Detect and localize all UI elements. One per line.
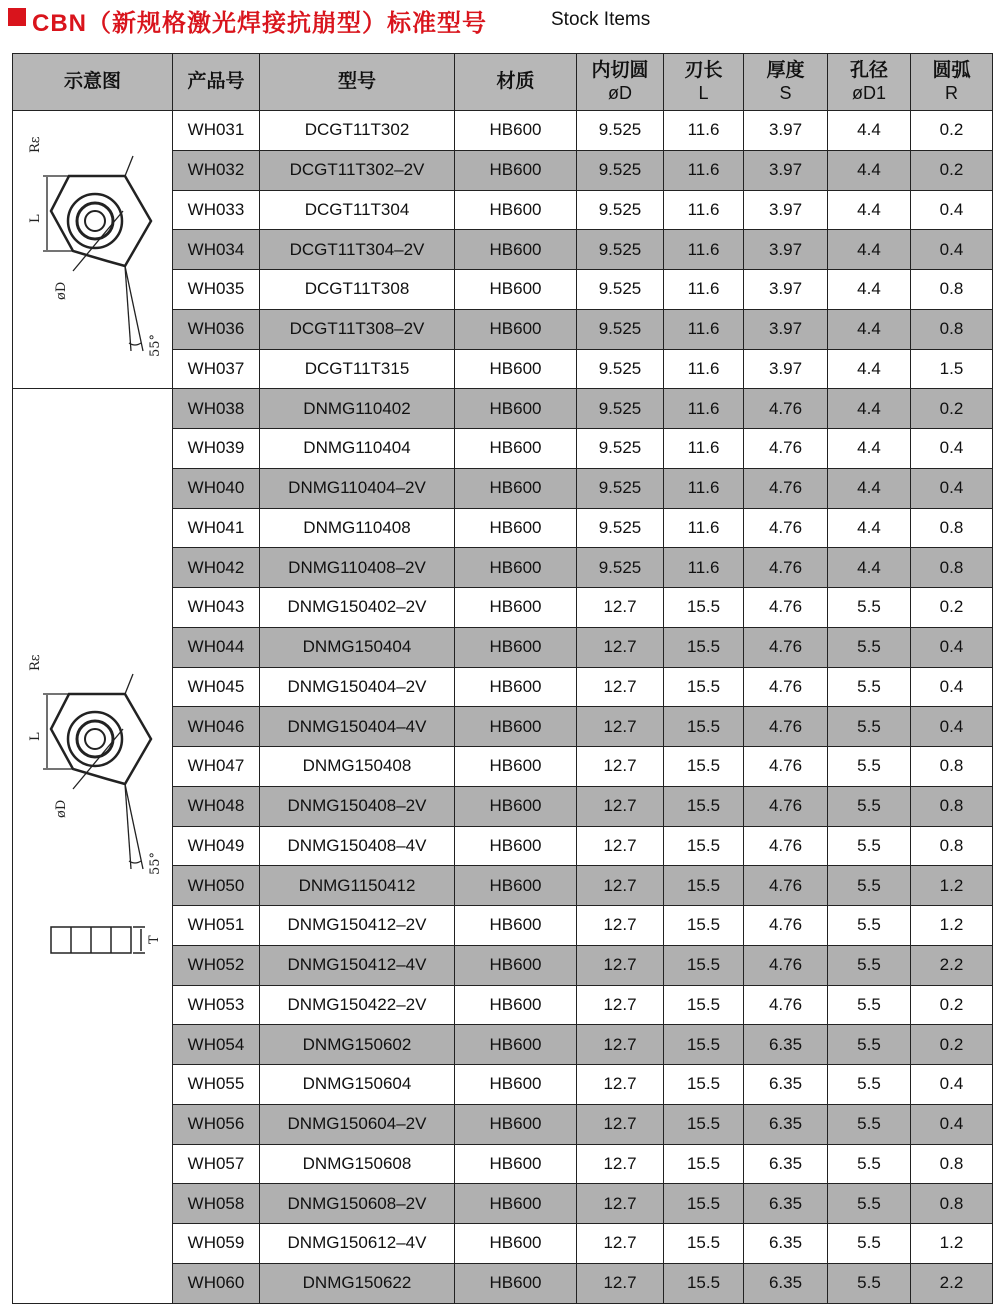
edge-length-cell: 15.5 [664,707,744,747]
header-label: 产品号 [187,71,245,92]
model-cell: DNMG150404 [260,627,455,667]
thickness-cell: 4.76 [744,945,828,985]
model-cell: DNMG150622 [260,1263,455,1303]
thickness-cell: 4.76 [744,548,828,588]
product-no-cell: WH053 [173,985,260,1025]
material-cell: HB600 [455,826,577,866]
diagram-thickness-label: T [147,935,162,945]
product-no-cell: WH031 [173,111,260,151]
header-label: 刃长 [684,60,723,81]
hole-diameter-cell: 5.5 [828,985,911,1025]
hole-diameter-cell: 4.4 [828,111,911,151]
material-cell: HB600 [455,111,577,151]
header-symbol: R [945,83,958,103]
model-cell: DNMG110404–2V [260,468,455,508]
product-no-cell: WH038 [173,389,260,429]
edge-length-cell: 15.5 [664,826,744,866]
header-label: 内切圆 [591,60,649,81]
model-cell: DCGT11T304–2V [260,230,455,270]
hole-diameter-cell: 5.5 [828,667,911,707]
model-cell: DNMG110408 [260,508,455,548]
inscribed-circle-cell: 12.7 [577,1263,664,1303]
hole-diameter-cell: 5.5 [828,1184,911,1224]
edge-length-cell: 15.5 [664,1065,744,1105]
edge-length-cell: 11.6 [664,111,744,151]
thickness-cell: 3.97 [744,309,828,349]
inscribed-circle-cell: 12.7 [577,747,664,787]
model-cell: DNMG150408–2V [260,786,455,826]
product-no-cell: WH058 [173,1184,260,1224]
model-cell: DNMG150404–2V [260,667,455,707]
hole-diameter-cell: 4.4 [828,309,911,349]
inscribed-circle-cell: 9.525 [577,349,664,389]
header-label: 型号 [337,71,376,92]
corner-radius-cell: 0.2 [911,985,993,1025]
corner-radius-cell: 0.8 [911,747,993,787]
diagram-angle-label: 55° [148,333,163,357]
model-cell: DNMG150402–2V [260,588,455,628]
inscribed-circle-cell: 9.525 [577,508,664,548]
hole-diameter-cell: 5.5 [828,1104,911,1144]
thickness-cell: 3.97 [744,270,828,310]
header-hole-diameter [828,54,911,111]
model-cell: DNMG110404 [260,429,455,469]
hole-diameter-cell: 5.5 [828,1263,911,1303]
inscribed-circle-cell: 12.7 [577,627,664,667]
model-cell: DNMG110402 [260,389,455,429]
thickness-cell: 4.76 [744,707,828,747]
diagram-angle-label: 55° [148,852,163,876]
product-no-cell: WH037 [173,349,260,389]
material-cell: HB600 [455,866,577,906]
inscribed-circle-cell: 12.7 [577,985,664,1025]
material-cell: HB600 [455,667,577,707]
header-symbol: øD1 [851,83,886,103]
product-no-cell: WH040 [173,468,260,508]
thickness-cell: 6.35 [744,1184,828,1224]
corner-radius-cell: 0.8 [911,1184,993,1224]
corner-radius-cell: 0.4 [911,429,993,469]
edge-length-cell: 11.6 [664,190,744,230]
header-label: 孔径 [849,60,888,81]
material-cell: HB600 [455,270,577,310]
inscribed-circle-cell: 12.7 [577,1184,664,1224]
edge-length-cell: 15.5 [664,786,744,826]
stock-items-table [12,53,993,1304]
model-cell: DCGT11T302–2V [260,150,455,190]
edge-length-cell: 11.6 [664,230,744,270]
material-cell: HB600 [455,1025,577,1065]
header-corner-radius [911,54,993,111]
diagram-length-label: L [28,214,43,223]
thickness-cell: 3.97 [744,349,828,389]
model-cell: DNMG150612–4V [260,1224,455,1264]
model-cell: DNMG150604 [260,1065,455,1105]
inscribed-circle-cell: 12.7 [577,866,664,906]
inscribed-circle-cell: 9.525 [577,230,664,270]
inscribed-circle-cell: 12.7 [577,786,664,826]
thickness-cell: 4.76 [744,985,828,1025]
inscribed-circle-cell: 12.7 [577,945,664,985]
material-cell: HB600 [455,429,577,469]
product-no-cell: WH046 [173,707,260,747]
material-cell: HB600 [455,707,577,747]
material-cell: HB600 [455,588,577,628]
diagram-dcgt-insert [13,111,173,389]
corner-radius-cell: 0.8 [911,1144,993,1184]
diagram-diameter-label: øD [54,800,69,819]
model-cell: DNMG150404–4V [260,707,455,747]
material-cell: HB600 [455,468,577,508]
page-title: CBN（新规格激光焊接抗崩型）标准型号 [32,10,487,37]
product-no-cell: WH060 [173,1263,260,1303]
hole-diameter-cell: 5.5 [828,906,911,946]
thickness-cell: 4.76 [744,389,828,429]
inscribed-circle-cell: 9.525 [577,548,664,588]
thickness-cell: 6.35 [744,1025,828,1065]
inscribed-circle-cell: 12.7 [577,1104,664,1144]
hole-diameter-cell: 4.4 [828,270,911,310]
material-cell: HB600 [455,230,577,270]
corner-radius-cell: 0.2 [911,1025,993,1065]
thickness-cell: 4.76 [744,588,828,628]
thickness-cell: 6.35 [744,1065,828,1105]
product-no-cell: WH051 [173,906,260,946]
thickness-cell: 3.97 [744,230,828,270]
corner-radius-cell: 0.8 [911,548,993,588]
inscribed-circle-cell: 12.7 [577,1224,664,1264]
thickness-cell: 4.76 [744,429,828,469]
header-label: 示意图 [63,71,121,92]
header-product-no [173,54,260,111]
inscribed-circle-cell: 9.525 [577,429,664,469]
corner-radius-cell: 0.4 [911,1104,993,1144]
corner-radius-cell: 0.4 [911,707,993,747]
hole-diameter-cell: 4.4 [828,548,911,588]
material-cell: HB600 [455,1144,577,1184]
product-no-cell: WH056 [173,1104,260,1144]
header-diagram [13,54,173,111]
inscribed-circle-cell: 12.7 [577,588,664,628]
material-cell: HB600 [455,786,577,826]
product-no-cell: WH034 [173,230,260,270]
header-label: 厚度 [766,60,805,81]
hole-diameter-cell: 5.5 [828,707,911,747]
inscribed-circle-cell: 12.7 [577,826,664,866]
material-cell: HB600 [455,1224,577,1264]
thickness-cell: 3.97 [744,190,828,230]
material-cell: HB600 [455,349,577,389]
hole-diameter-cell: 4.4 [828,349,911,389]
material-cell: HB600 [455,1065,577,1105]
hole-diameter-cell: 5.5 [828,945,911,985]
product-no-cell: WH042 [173,548,260,588]
hole-diameter-cell: 5.5 [828,826,911,866]
product-no-cell: WH039 [173,429,260,469]
inscribed-circle-cell: 12.7 [577,667,664,707]
material-cell: HB600 [455,309,577,349]
model-cell: DNMG150608 [260,1144,455,1184]
corner-radius-cell: 0.8 [911,826,993,866]
material-cell: HB600 [455,1104,577,1144]
header-material [455,54,577,111]
material-cell: HB600 [455,906,577,946]
corner-radius-cell: 1.2 [911,906,993,946]
corner-radius-cell: 0.4 [911,230,993,270]
hole-diameter-cell: 4.4 [828,429,911,469]
edge-length-cell: 15.5 [664,1104,744,1144]
product-no-cell: WH055 [173,1065,260,1105]
header-symbol: øD [608,83,632,103]
model-cell: DCGT11T308 [260,270,455,310]
thickness-cell: 4.76 [744,508,828,548]
product-no-cell: WH043 [173,588,260,628]
corner-radius-cell: 0.4 [911,190,993,230]
hole-diameter-cell: 4.4 [828,230,911,270]
product-no-cell: WH032 [173,150,260,190]
material-cell: HB600 [455,747,577,787]
thickness-cell: 6.35 [744,1104,828,1144]
edge-length-cell: 11.6 [664,150,744,190]
thickness-cell: 4.76 [744,627,828,667]
model-cell: DCGT11T315 [260,349,455,389]
edge-length-cell: 15.5 [664,866,744,906]
model-cell: DNMG150604–2V [260,1104,455,1144]
edge-length-cell: 11.6 [664,508,744,548]
edge-length-cell: 15.5 [664,1025,744,1065]
header-inscribed-circle [577,54,664,111]
header-symbol: L [698,83,709,103]
edge-length-cell: 15.5 [664,667,744,707]
corner-radius-cell: 0.8 [911,270,993,310]
header-symbol: S [779,83,792,103]
corner-radius-cell: 0.4 [911,667,993,707]
diagram-radius-label: Rε [28,654,43,672]
hole-diameter-cell: 5.5 [828,1224,911,1264]
corner-radius-cell: 0.2 [911,111,993,151]
material-cell: HB600 [455,1184,577,1224]
corner-radius-cell: 1.5 [911,349,993,389]
inscribed-circle-cell: 9.525 [577,111,664,151]
model-cell: DNMG110408–2V [260,548,455,588]
thickness-cell: 6.35 [744,1263,828,1303]
diagram-diameter-label: øD [54,281,69,300]
page-subtitle: Stock Items [551,9,651,30]
corner-radius-cell: 2.2 [911,945,993,985]
hole-diameter-cell: 4.4 [828,468,911,508]
product-no-cell: WH048 [173,786,260,826]
inscribed-circle-cell: 12.7 [577,1025,664,1065]
corner-radius-cell: 2.2 [911,1263,993,1303]
edge-length-cell: 11.6 [664,429,744,469]
material-cell: HB600 [455,548,577,588]
model-cell: DCGT11T308–2V [260,309,455,349]
inscribed-circle-cell: 9.525 [577,389,664,429]
corner-radius-cell: 1.2 [911,1224,993,1264]
diagram-radius-label: Rε [28,136,43,153]
product-no-cell: WH047 [173,747,260,787]
product-no-cell: WH059 [173,1224,260,1264]
inscribed-circle-cell: 9.525 [577,190,664,230]
hole-diameter-cell: 5.5 [828,786,911,826]
diagram-length-label: L [28,732,43,742]
material-cell: HB600 [455,985,577,1025]
model-cell: DNMG150602 [260,1025,455,1065]
hole-diameter-cell: 4.4 [828,389,911,429]
table-header-row [13,54,993,111]
product-no-cell: WH050 [173,866,260,906]
thickness-cell: 6.35 [744,1144,828,1184]
model-cell: DCGT11T302 [260,111,455,151]
edge-length-cell: 15.5 [664,1144,744,1184]
product-no-cell: WH057 [173,1144,260,1184]
title-bar [0,0,1000,44]
model-cell: DNMG150408 [260,747,455,787]
header-label: 材质 [496,71,535,92]
header-model [260,54,455,111]
edge-length-cell: 15.5 [664,627,744,667]
hole-diameter-cell: 5.5 [828,627,911,667]
corner-radius-cell: 0.8 [911,508,993,548]
model-cell: DNMG1150412 [260,866,455,906]
edge-length-cell: 11.6 [664,468,744,508]
hole-diameter-cell: 5.5 [828,747,911,787]
edge-length-cell: 15.5 [664,1263,744,1303]
edge-length-cell: 15.5 [664,1184,744,1224]
model-cell: DNMG150408–4V [260,826,455,866]
corner-radius-cell: 0.8 [911,309,993,349]
inscribed-circle-cell: 12.7 [577,1065,664,1105]
corner-radius-cell: 0.2 [911,389,993,429]
table-row [13,389,993,429]
material-cell: HB600 [455,627,577,667]
model-cell: DNMG150608–2V [260,1184,455,1224]
corner-radius-cell: 0.4 [911,468,993,508]
header-edge-length [664,54,744,111]
inscribed-circle-cell: 12.7 [577,707,664,747]
thickness-cell: 6.35 [744,1224,828,1264]
title-marker-icon [8,8,26,26]
product-no-cell: WH041 [173,508,260,548]
edge-length-cell: 11.6 [664,349,744,389]
model-cell: DNMG150422–2V [260,985,455,1025]
material-cell: HB600 [455,945,577,985]
inscribed-circle-cell: 12.7 [577,1144,664,1184]
header-thickness [744,54,828,111]
edge-length-cell: 15.5 [664,906,744,946]
hole-diameter-cell: 4.4 [828,508,911,548]
product-no-cell: WH054 [173,1025,260,1065]
inscribed-circle-cell: 12.7 [577,906,664,946]
edge-length-cell: 11.6 [664,309,744,349]
thickness-cell: 3.97 [744,111,828,151]
edge-length-cell: 15.5 [664,1224,744,1264]
corner-radius-cell: 0.8 [911,786,993,826]
model-cell: DNMG150412–4V [260,945,455,985]
edge-length-cell: 11.6 [664,270,744,310]
product-no-cell: WH033 [173,190,260,230]
thickness-cell: 3.97 [744,150,828,190]
material-cell: HB600 [455,1263,577,1303]
hole-diameter-cell: 5.5 [828,588,911,628]
product-no-cell: WH044 [173,627,260,667]
material-cell: HB600 [455,508,577,548]
hole-diameter-cell: 4.4 [828,150,911,190]
model-cell: DNMG150412–2V [260,906,455,946]
product-no-cell: WH036 [173,309,260,349]
model-cell: DCGT11T304 [260,190,455,230]
stock-table-container [12,53,992,1304]
thickness-cell: 4.76 [744,866,828,906]
hole-diameter-cell: 5.5 [828,1025,911,1065]
hole-diameter-cell: 5.5 [828,1144,911,1184]
edge-length-cell: 15.5 [664,945,744,985]
edge-length-cell: 15.5 [664,747,744,787]
product-no-cell: WH052 [173,945,260,985]
corner-radius-cell: 0.2 [911,150,993,190]
corner-radius-cell: 0.4 [911,1065,993,1105]
table-body [13,111,993,1304]
table-row [13,111,993,151]
inscribed-circle-cell: 9.525 [577,270,664,310]
product-no-cell: WH035 [173,270,260,310]
material-cell: HB600 [455,150,577,190]
inscribed-circle-cell: 9.525 [577,150,664,190]
material-cell: HB600 [455,190,577,230]
thickness-cell: 4.76 [744,786,828,826]
edge-length-cell: 11.6 [664,548,744,588]
hole-diameter-cell: 5.5 [828,1065,911,1105]
product-no-cell: WH045 [173,667,260,707]
thickness-cell: 4.76 [744,747,828,787]
inscribed-circle-cell: 9.525 [577,309,664,349]
corner-radius-cell: 0.4 [911,627,993,667]
material-cell: HB600 [455,389,577,429]
corner-radius-cell: 1.2 [911,866,993,906]
inscribed-circle-cell: 9.525 [577,468,664,508]
diagram-dnmg-insert [13,389,173,1303]
thickness-cell: 4.76 [744,667,828,707]
thickness-cell: 4.76 [744,468,828,508]
edge-length-cell: 15.5 [664,985,744,1025]
thickness-cell: 4.76 [744,826,828,866]
corner-radius-cell: 0.2 [911,588,993,628]
edge-length-cell: 15.5 [664,588,744,628]
hole-diameter-cell: 5.5 [828,866,911,906]
edge-length-cell: 11.6 [664,389,744,429]
product-no-cell: WH049 [173,826,260,866]
hole-diameter-cell: 4.4 [828,190,911,230]
header-label: 圆弧 [932,60,971,81]
thickness-cell: 4.76 [744,906,828,946]
